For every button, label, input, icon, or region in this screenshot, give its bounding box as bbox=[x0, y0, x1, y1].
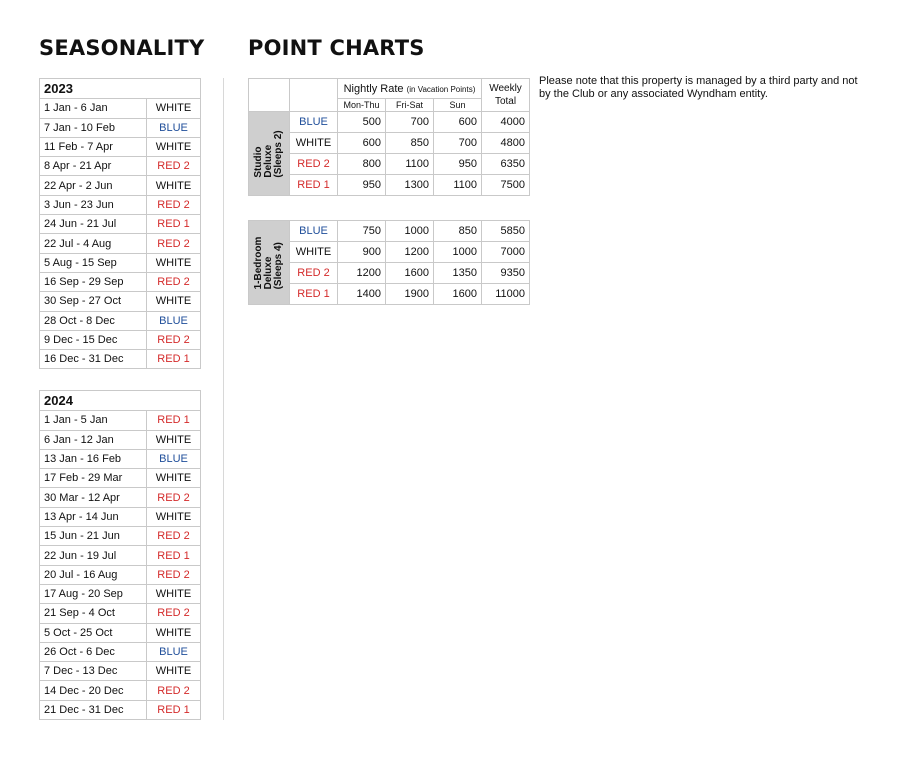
year-label: 2023 bbox=[40, 79, 201, 99]
season-row bbox=[40, 234, 201, 253]
season-date-range: 20 Jul - 16 Aug bbox=[40, 565, 147, 584]
season-date-range: 28 Oct - 8 Dec bbox=[40, 311, 147, 330]
season-date-range: 6 Jan - 12 Jan bbox=[40, 430, 147, 449]
points-season-name: BLUE bbox=[290, 112, 338, 133]
season-date-range: 7 Dec - 13 Dec bbox=[40, 662, 147, 681]
season-date-range: 3 Jun - 23 Jun bbox=[40, 195, 147, 214]
weekly-total-header bbox=[482, 79, 530, 112]
points-sun: 1600 bbox=[434, 284, 482, 305]
season-name: WHITE bbox=[147, 430, 201, 449]
points-fri-sat: 700 bbox=[386, 112, 434, 133]
season-row bbox=[40, 137, 201, 156]
points-sun: 1100 bbox=[434, 175, 482, 196]
season-date-range: 11 Feb - 7 Apr bbox=[40, 137, 147, 156]
points-fri-sat: 1100 bbox=[386, 154, 434, 175]
weekly-label: Weekly bbox=[489, 83, 522, 94]
nightly-rate-header bbox=[338, 79, 482, 99]
season-name: BLUE bbox=[147, 311, 201, 330]
season-row bbox=[40, 449, 201, 468]
season-row bbox=[40, 350, 201, 369]
mon-thu-header: Mon-Thu bbox=[338, 99, 386, 112]
season-name: WHITE bbox=[147, 584, 201, 603]
season-date-range: 14 Dec - 20 Dec bbox=[40, 681, 147, 700]
season-name: WHITE bbox=[147, 469, 201, 488]
season-name: RED 1 bbox=[147, 215, 201, 234]
points-sun: 950 bbox=[434, 154, 482, 175]
season-name: BLUE bbox=[147, 118, 201, 137]
points-mon-thu: 1400 bbox=[338, 284, 386, 305]
season-row bbox=[40, 99, 201, 118]
season-name: BLUE bbox=[147, 642, 201, 661]
season-date-range: 7 Jan - 10 Feb bbox=[40, 118, 147, 137]
season-name: RED 2 bbox=[147, 565, 201, 584]
season-row bbox=[40, 215, 201, 234]
season-row bbox=[40, 488, 201, 507]
points-fri-sat: 850 bbox=[386, 133, 434, 154]
season-name: WHITE bbox=[147, 99, 201, 118]
points-fri-sat: 1200 bbox=[386, 242, 434, 263]
points-weekly-total: 11000 bbox=[482, 284, 530, 305]
season-date-range: 30 Mar - 12 Apr bbox=[40, 488, 147, 507]
seasonality-heading: SEASONALITY bbox=[39, 36, 205, 60]
season-name: RED 2 bbox=[147, 681, 201, 700]
points-mon-thu: 600 bbox=[338, 133, 386, 154]
season-row bbox=[40, 681, 201, 700]
season-name: RED 2 bbox=[147, 488, 201, 507]
points-mon-thu: 800 bbox=[338, 154, 386, 175]
points-weekly-total: 7000 bbox=[482, 242, 530, 263]
points-fri-sat: 1900 bbox=[386, 284, 434, 305]
season-name: WHITE bbox=[147, 623, 201, 642]
points-row bbox=[249, 284, 530, 305]
point-charts-heading: POINT CHARTS bbox=[248, 36, 425, 60]
points-fri-sat: 1600 bbox=[386, 263, 434, 284]
nightly-rate-note: (in Vacation Points) bbox=[406, 84, 476, 94]
season-date-range: 5 Aug - 15 Sep bbox=[40, 253, 147, 272]
points-weekly-total: 9350 bbox=[482, 263, 530, 284]
season-name: RED 2 bbox=[147, 234, 201, 253]
season-row bbox=[40, 604, 201, 623]
season-date-range: 30 Sep - 27 Oct bbox=[40, 292, 147, 311]
season-date-range: 9 Dec - 15 Dec bbox=[40, 330, 147, 349]
season-name: RED 1 bbox=[147, 700, 201, 719]
points-season-name: RED 1 bbox=[290, 175, 338, 196]
points-sun: 600 bbox=[434, 112, 482, 133]
points-mon-thu: 500 bbox=[338, 112, 386, 133]
points-sun: 850 bbox=[434, 221, 482, 242]
points-row bbox=[249, 112, 530, 133]
points-row bbox=[249, 242, 530, 263]
season-name: RED 2 bbox=[147, 527, 201, 546]
point-chart-studio-deluxe bbox=[248, 78, 530, 196]
points-weekly-total: 5850 bbox=[482, 221, 530, 242]
season-date-range: 16 Sep - 29 Sep bbox=[40, 272, 147, 291]
header-blank-cell bbox=[290, 79, 338, 112]
season-date-range: 13 Apr - 14 Jun bbox=[40, 507, 147, 526]
season-date-range: 1 Jan - 5 Jan bbox=[40, 411, 147, 430]
points-row bbox=[249, 175, 530, 196]
point-chart-1-bedroom-deluxe bbox=[248, 220, 530, 305]
points-mon-thu: 1200 bbox=[338, 263, 386, 284]
season-name: WHITE bbox=[147, 137, 201, 156]
points-sun: 1350 bbox=[434, 263, 482, 284]
season-date-range: 5 Oct - 25 Oct bbox=[40, 623, 147, 642]
season-name: RED 2 bbox=[147, 272, 201, 291]
season-row bbox=[40, 662, 201, 681]
season-row bbox=[40, 311, 201, 330]
points-fri-sat: 1000 bbox=[386, 221, 434, 242]
season-row bbox=[40, 469, 201, 488]
nightly-rate-label: Nightly Rate bbox=[343, 82, 404, 95]
points-fri-sat: 1300 bbox=[386, 175, 434, 196]
points-mon-thu: 750 bbox=[338, 221, 386, 242]
season-row bbox=[40, 623, 201, 642]
season-row bbox=[40, 430, 201, 449]
season-date-range: 15 Jun - 21 Jun bbox=[40, 527, 147, 546]
season-name: BLUE bbox=[147, 449, 201, 468]
points-row bbox=[249, 133, 530, 154]
season-row bbox=[40, 546, 201, 565]
season-row bbox=[40, 507, 201, 526]
points-row bbox=[249, 154, 530, 175]
season-name: RED 1 bbox=[147, 546, 201, 565]
season-date-range: 21 Sep - 4 Oct bbox=[40, 604, 147, 623]
season-row bbox=[40, 700, 201, 719]
season-date-range: 17 Aug - 20 Sep bbox=[40, 584, 147, 603]
points-row bbox=[249, 221, 530, 242]
points-weekly-total: 4000 bbox=[482, 112, 530, 133]
season-row bbox=[40, 565, 201, 584]
unit-type-cell bbox=[249, 221, 290, 305]
season-name: WHITE bbox=[147, 662, 201, 681]
year-label: 2024 bbox=[40, 391, 201, 411]
points-season-name: WHITE bbox=[290, 133, 338, 154]
unit-type-cell bbox=[249, 112, 290, 196]
header-blank-cell bbox=[249, 79, 290, 112]
fri-sat-header: Fri-Sat bbox=[386, 99, 434, 112]
season-date-range: 16 Dec - 31 Dec bbox=[40, 350, 147, 369]
unit-type-label: Studio Deluxe (Sleeps 2) bbox=[253, 129, 284, 178]
season-row bbox=[40, 584, 201, 603]
points-weekly-total: 7500 bbox=[482, 175, 530, 196]
points-season-name: RED 2 bbox=[290, 263, 338, 284]
season-row bbox=[40, 527, 201, 546]
season-row bbox=[40, 292, 201, 311]
points-sun: 700 bbox=[434, 133, 482, 154]
points-season-name: BLUE bbox=[290, 221, 338, 242]
seasonality-table-2024 bbox=[39, 390, 201, 720]
season-date-range: 1 Jan - 6 Jan bbox=[40, 99, 147, 118]
year-header-row bbox=[40, 79, 201, 99]
season-row bbox=[40, 253, 201, 272]
season-name: WHITE bbox=[147, 253, 201, 272]
points-sun: 1000 bbox=[434, 242, 482, 263]
points-row bbox=[249, 263, 530, 284]
points-season-name: RED 2 bbox=[290, 154, 338, 175]
season-name: WHITE bbox=[147, 507, 201, 526]
season-date-range: 13 Jan - 16 Feb bbox=[40, 449, 147, 468]
season-name: WHITE bbox=[147, 292, 201, 311]
season-row bbox=[40, 118, 201, 137]
season-date-range: 8 Apr - 21 Apr bbox=[40, 157, 147, 176]
season-name: RED 1 bbox=[147, 350, 201, 369]
season-date-range: 26 Oct - 6 Dec bbox=[40, 642, 147, 661]
points-weekly-total: 4800 bbox=[482, 133, 530, 154]
season-row bbox=[40, 272, 201, 291]
season-date-range: 21 Dec - 31 Dec bbox=[40, 700, 147, 719]
season-date-range: 22 Jul - 4 Aug bbox=[40, 234, 147, 253]
season-name: WHITE bbox=[147, 176, 201, 195]
season-name: RED 2 bbox=[147, 330, 201, 349]
unit-type-label: 1-Bedroom Deluxe (Sleeps 4) bbox=[253, 236, 284, 289]
season-name: RED 1 bbox=[147, 411, 201, 430]
points-mon-thu: 950 bbox=[338, 175, 386, 196]
season-row bbox=[40, 411, 201, 430]
season-row bbox=[40, 642, 201, 661]
season-row bbox=[40, 195, 201, 214]
season-date-range: 22 Jun - 19 Jul bbox=[40, 546, 147, 565]
season-date-range: 24 Jun - 21 Jul bbox=[40, 215, 147, 234]
season-row bbox=[40, 176, 201, 195]
season-date-range: 22 Apr - 2 Jun bbox=[40, 176, 147, 195]
seasonality-table-2023 bbox=[39, 78, 201, 369]
management-note: Please note that this property is managed by a third party and not by the Club or any associated Wyndham entity. bbox=[539, 75, 858, 100]
points-weekly-total: 6350 bbox=[482, 154, 530, 175]
column-divider bbox=[223, 78, 224, 720]
points-season-name: WHITE bbox=[290, 242, 338, 263]
total-label: Total bbox=[494, 96, 517, 107]
season-name: RED 2 bbox=[147, 604, 201, 623]
sun-header: Sun bbox=[434, 99, 482, 112]
year-header-row bbox=[40, 391, 201, 411]
season-name: RED 2 bbox=[147, 157, 201, 176]
season-row bbox=[40, 330, 201, 349]
season-name: RED 2 bbox=[147, 195, 201, 214]
season-row bbox=[40, 157, 201, 176]
points-mon-thu: 900 bbox=[338, 242, 386, 263]
season-date-range: 17 Feb - 29 Mar bbox=[40, 469, 147, 488]
points-season-name: RED 1 bbox=[290, 284, 338, 305]
